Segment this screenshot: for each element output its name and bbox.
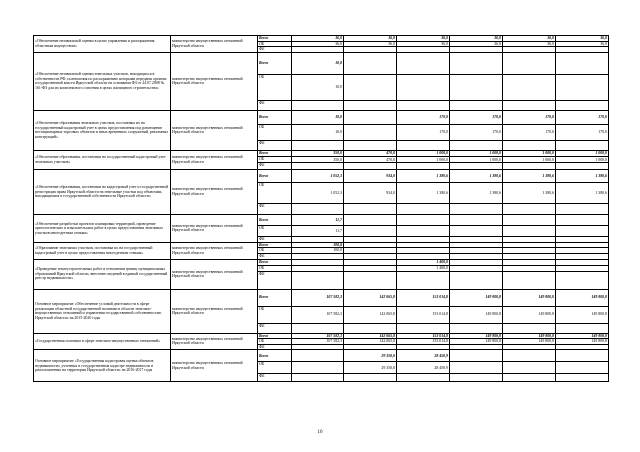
amount-cell	[556, 350, 609, 362]
amount-cell	[344, 110, 397, 124]
amount-cell	[556, 140, 609, 150]
funding-source: ОБ	[258, 362, 292, 374]
amount-cell	[344, 323, 397, 333]
amount-cell: 149 800,8	[503, 289, 556, 306]
amount-cell: 29 350,0	[344, 350, 397, 362]
amount-cell: 1 380,6	[450, 182, 503, 203]
activity-name: «Обеспечение образования, постановки на кадастровый учет и государственной регистрации права Иркутской области на земельные участки под объектами, находящимися в государственной собственности Иркутской области»	[34, 169, 171, 214]
amount-cell: 170,0	[556, 110, 609, 124]
amount-cell	[344, 52, 397, 74]
amount-cell: 142 065,8	[344, 306, 397, 323]
amount-cell: 1 380,6	[450, 169, 503, 182]
amount-cell	[397, 374, 450, 382]
funding-source: ФБ	[258, 323, 292, 333]
amount-cell: 10,0	[292, 124, 344, 140]
amount-cell: 36,0	[503, 36, 556, 42]
amount-cell	[450, 323, 503, 333]
amount-cell	[397, 100, 450, 110]
amount-cell: 36,0	[556, 41, 609, 47]
amount-cell	[450, 225, 503, 236]
table-row	[34, 350, 609, 362]
funding-source: Всего	[258, 36, 292, 42]
activity-name: Основное мероприятие «Обеспечение условий деятельности в сфере реализации областной государственной политики в области земельно-имущественных отношений и управления государственной собственностью Иркутской области» на 2015-2020 годы	[34, 289, 171, 333]
amount-cell: 36,0	[397, 36, 450, 42]
amount-cell: 36,0	[344, 36, 397, 42]
amount-cell	[503, 374, 556, 382]
amount-cell	[344, 100, 397, 110]
funding-source: Всего	[258, 242, 292, 248]
activity-name: «Обеспечение независимой оценки в целях управления и распоряжения областным имуществом»	[34, 36, 171, 53]
funding-source: Всего	[258, 350, 292, 362]
amount-cell: 1 000,0	[556, 157, 609, 163]
funding-source: Всего	[258, 110, 292, 124]
amount-cell: 1 400,0	[397, 259, 450, 265]
funding-source: ФБ	[258, 271, 292, 289]
activity-name: Основное мероприятие «Государственная кадастровая оценка объектов недвижимости, учтенных в государственном кадастре недвижимости и расположенных на территории Иркутской области» на 2016-2017 годы	[34, 350, 171, 382]
amount-cell: 107 582,3	[292, 333, 344, 339]
amount-cell: 1 000,0	[556, 150, 609, 157]
funding-source: ФБ	[258, 163, 292, 170]
amount-cell: 149 800,8	[450, 289, 503, 306]
amount-cell	[503, 74, 556, 100]
amount-cell	[292, 100, 344, 110]
amount-cell	[503, 203, 556, 214]
amount-cell: 10,0	[292, 74, 344, 100]
amount-cell: 170,0	[503, 110, 556, 124]
funding-source: ОБ	[258, 41, 292, 47]
amount-cell: 1 000,0	[503, 150, 556, 157]
amount-cell: 149 800,8	[556, 289, 609, 306]
activity-name: «Образование земельных участков, постановка их на государственный кадастровый учет в целях предоставления многодетным семьям»	[34, 242, 171, 259]
amount-cell	[503, 52, 556, 74]
amount-cell	[556, 214, 609, 225]
amount-cell: 1 380,6	[556, 169, 609, 182]
amount-cell: 149 800,8	[556, 339, 609, 345]
funding-source: ФБ	[258, 344, 292, 350]
funding-source: ОБ	[258, 306, 292, 323]
funding-source: Всего	[258, 52, 292, 74]
funding-source: ФБ	[258, 374, 292, 382]
amount-cell: 36,0	[450, 41, 503, 47]
amount-cell: 142 065,8	[344, 333, 397, 339]
amount-cell: 1 380,6	[503, 182, 556, 203]
amount-cell	[503, 140, 556, 150]
amount-cell: 10,0	[292, 52, 344, 74]
amount-cell	[450, 100, 503, 110]
responsible-executor: министерство имущественных отношений Иркутской области	[171, 242, 258, 259]
activity-name: «Проведение землеустроительных работ в отношении границ муниципальных образований Иркутской области, внесение сведений в единый государственный реестр недвижимости»	[34, 259, 171, 289]
activity-name: «Обеспечение разработки проектов планировки территорий, проведение археологических и изыскательских работ в целях предоставления земельных участков многодетным семьям»	[34, 214, 171, 242]
amount-cell: 1 052,3	[292, 169, 344, 182]
amount-cell	[450, 74, 503, 100]
activity-name: «Обеспечение образования земельных участков, постановка их на государственный кадастровый учет в целях предоставления под размещение нестационарных торговых объектов и иных временных сооружений, рекламных конструкций»	[34, 110, 171, 150]
amount-cell: 107 582,3	[292, 289, 344, 306]
table-row	[34, 52, 609, 74]
responsible-executor: министерство имущественных отношений Иркутской области	[171, 52, 258, 110]
responsible-executor: министерство имущественных отношений Иркутской области	[171, 169, 258, 214]
funding-source: ФБ	[258, 47, 292, 53]
amount-cell: 170,0	[503, 124, 556, 140]
amount-cell: 1 380,6	[397, 169, 450, 182]
amount-cell: 149 800,8	[450, 339, 503, 345]
amount-cell	[450, 374, 503, 382]
budget-table	[33, 35, 609, 382]
amount-cell	[344, 203, 397, 214]
table-row	[34, 169, 609, 182]
amount-cell: 170,0	[397, 110, 450, 124]
responsible-executor: министерство имущественных отношений Иркутской области	[171, 214, 258, 242]
amount-cell: 1 000,0	[450, 150, 503, 157]
responsible-executor: министерство имущественных отношений Иркутской области	[171, 150, 258, 169]
amount-cell: 934,0	[344, 182, 397, 203]
funding-source: Всего	[258, 289, 292, 306]
budget-table-body	[34, 36, 609, 382]
amount-cell	[397, 214, 450, 225]
amount-cell: 1 000,0	[503, 157, 556, 163]
amount-cell: 153 014,8	[397, 333, 450, 339]
amount-cell	[503, 323, 556, 333]
amount-cell: 36,0	[556, 36, 609, 42]
amount-cell: 149 800,8	[503, 339, 556, 345]
amount-cell: 1 000,0	[450, 157, 503, 163]
amount-cell	[556, 374, 609, 382]
amount-cell: 36,0	[397, 41, 450, 47]
funding-source: ОБ	[258, 339, 292, 345]
amount-cell: 29 350,0	[344, 362, 397, 374]
amount-cell: 142 065,8	[344, 339, 397, 345]
amount-cell: 153 014,8	[397, 306, 450, 323]
amount-cell	[397, 203, 450, 214]
amount-cell	[344, 124, 397, 140]
amount-cell	[344, 271, 397, 289]
amount-cell	[450, 203, 503, 214]
amount-cell	[503, 350, 556, 362]
funding-source: Всего	[258, 214, 292, 225]
amount-cell	[397, 140, 450, 150]
funding-source: Всего	[258, 169, 292, 182]
amount-cell	[397, 323, 450, 333]
amount-cell	[344, 214, 397, 225]
amount-cell: 470,0	[344, 157, 397, 163]
amount-cell: 1 400,0	[397, 265, 450, 271]
funding-source: ОБ	[258, 74, 292, 100]
amount-cell: 107 582,3	[292, 339, 344, 345]
amount-cell	[503, 100, 556, 110]
amount-cell: 149 800,8	[450, 306, 503, 323]
amount-cell: 100,0	[292, 248, 344, 254]
funding-source: ОБ	[258, 265, 292, 271]
amount-cell: 36,0	[450, 36, 503, 42]
amount-cell	[556, 100, 609, 110]
amount-cell	[292, 350, 344, 362]
amount-cell	[344, 74, 397, 100]
funding-source: ОБ	[258, 157, 292, 163]
amount-cell	[344, 225, 397, 236]
amount-cell: 350,0	[292, 150, 344, 157]
funding-source: ОБ	[258, 248, 292, 254]
responsible-executor: министерство имущественных отношений Иркутской области	[171, 333, 258, 350]
amount-cell	[397, 74, 450, 100]
amount-cell	[450, 140, 503, 150]
amount-cell	[503, 271, 556, 289]
amount-cell	[503, 362, 556, 374]
amount-cell: 153 014,8	[397, 289, 450, 306]
amount-cell	[292, 362, 344, 374]
amount-cell: 149 800,8	[556, 333, 609, 339]
activity-name: «Государственная политика в сфере земельно-имущественных отношений»	[34, 333, 171, 350]
amount-cell: 170,0	[450, 110, 503, 124]
responsible-executor: министерство имущественных отношений Иркутской области	[171, 259, 258, 289]
funding-source: Всего	[258, 259, 292, 265]
amount-cell	[397, 271, 450, 289]
amount-cell: 350,0	[292, 157, 344, 163]
amount-cell: 36,0	[344, 41, 397, 47]
amount-cell	[397, 225, 450, 236]
amount-cell	[556, 271, 609, 289]
amount-cell	[450, 350, 503, 362]
amount-cell: 1 380,6	[503, 169, 556, 182]
amount-cell: 107 582,3	[292, 306, 344, 323]
responsible-executor: министерство имущественных отношений Иркутской области	[171, 110, 258, 150]
amount-cell	[556, 52, 609, 74]
amount-cell	[292, 271, 344, 289]
responsible-executor: министерство имущественных отношений Иркутской области	[171, 289, 258, 333]
amount-cell: 11,7	[292, 214, 344, 225]
funding-source: ОБ	[258, 225, 292, 236]
amount-cell	[292, 203, 344, 214]
amount-cell: 1 380,6	[556, 182, 609, 203]
amount-cell: 100,0	[292, 242, 344, 248]
amount-cell: 170,0	[450, 124, 503, 140]
table-row	[34, 289, 609, 306]
amount-cell: 149 800,8	[450, 333, 503, 339]
funding-source: Всего	[258, 150, 292, 157]
funding-source: ОБ	[258, 124, 292, 140]
amount-cell	[503, 225, 556, 236]
amount-cell: 142 065,8	[344, 289, 397, 306]
funding-source: ФБ	[258, 236, 292, 242]
amount-cell: 28 450,9	[397, 350, 450, 362]
amount-cell: 170,0	[397, 124, 450, 140]
activity-name: «Обеспечение образования, постановки на государственный кадастровый учет земельных участков»	[34, 150, 171, 169]
responsible-executor: министерство имущественных отношений Иркутской области	[171, 36, 258, 53]
amount-cell	[292, 140, 344, 150]
page-number: 10	[317, 430, 323, 435]
funding-source: ФБ	[258, 100, 292, 110]
amount-cell: 149 800,8	[556, 306, 609, 323]
funding-source: Всего	[258, 333, 292, 339]
funding-source: ФБ	[258, 253, 292, 259]
amount-cell: 153 014,8	[397, 339, 450, 345]
amount-cell	[556, 362, 609, 374]
amount-cell: 36,0	[292, 36, 344, 42]
amount-cell	[450, 271, 503, 289]
amount-cell: 28 450,9	[397, 362, 450, 374]
amount-cell: 10,0	[292, 110, 344, 124]
amount-cell	[292, 374, 344, 382]
amount-cell	[397, 52, 450, 74]
table-row	[34, 214, 609, 225]
amount-cell	[292, 323, 344, 333]
funding-source: ФБ	[258, 203, 292, 214]
amount-cell	[556, 323, 609, 333]
amount-cell: 1 000,0	[397, 150, 450, 157]
amount-cell: 470,0	[344, 150, 397, 157]
amount-cell: 149 800,8	[503, 306, 556, 323]
amount-cell	[450, 214, 503, 225]
amount-cell	[556, 74, 609, 100]
amount-cell: 11,7	[292, 225, 344, 236]
table-row	[34, 110, 609, 124]
amount-cell	[503, 214, 556, 225]
amount-cell	[344, 140, 397, 150]
amount-cell: 149 800,8	[503, 333, 556, 339]
amount-cell: 934,0	[344, 169, 397, 182]
responsible-executor: министерство имущественных отношений Иркутской области	[171, 350, 258, 382]
amount-cell	[450, 52, 503, 74]
funding-source: ФБ	[258, 140, 292, 150]
amount-cell: 1 052,3	[292, 182, 344, 203]
activity-name: «Обеспечение независимой оценки земельных участков, находящихся в собственности РФ, полномочия по распоряжению которыми переданы органам государственной власти Иркутской области на основании ФЗ от 24.07.2008 № 161-ФЗ для их комплексного освоения в целях жилищного строительства»	[34, 52, 171, 110]
amount-cell: 1 380,6	[397, 182, 450, 203]
amount-cell	[450, 362, 503, 374]
amount-cell	[344, 374, 397, 382]
amount-cell	[556, 225, 609, 236]
amount-cell: 36,0	[292, 41, 344, 47]
amount-cell: 1 000,0	[397, 157, 450, 163]
funding-source: ОБ	[258, 182, 292, 203]
amount-cell: 170,0	[556, 124, 609, 140]
amount-cell	[556, 203, 609, 214]
amount-cell: 36,0	[503, 41, 556, 47]
